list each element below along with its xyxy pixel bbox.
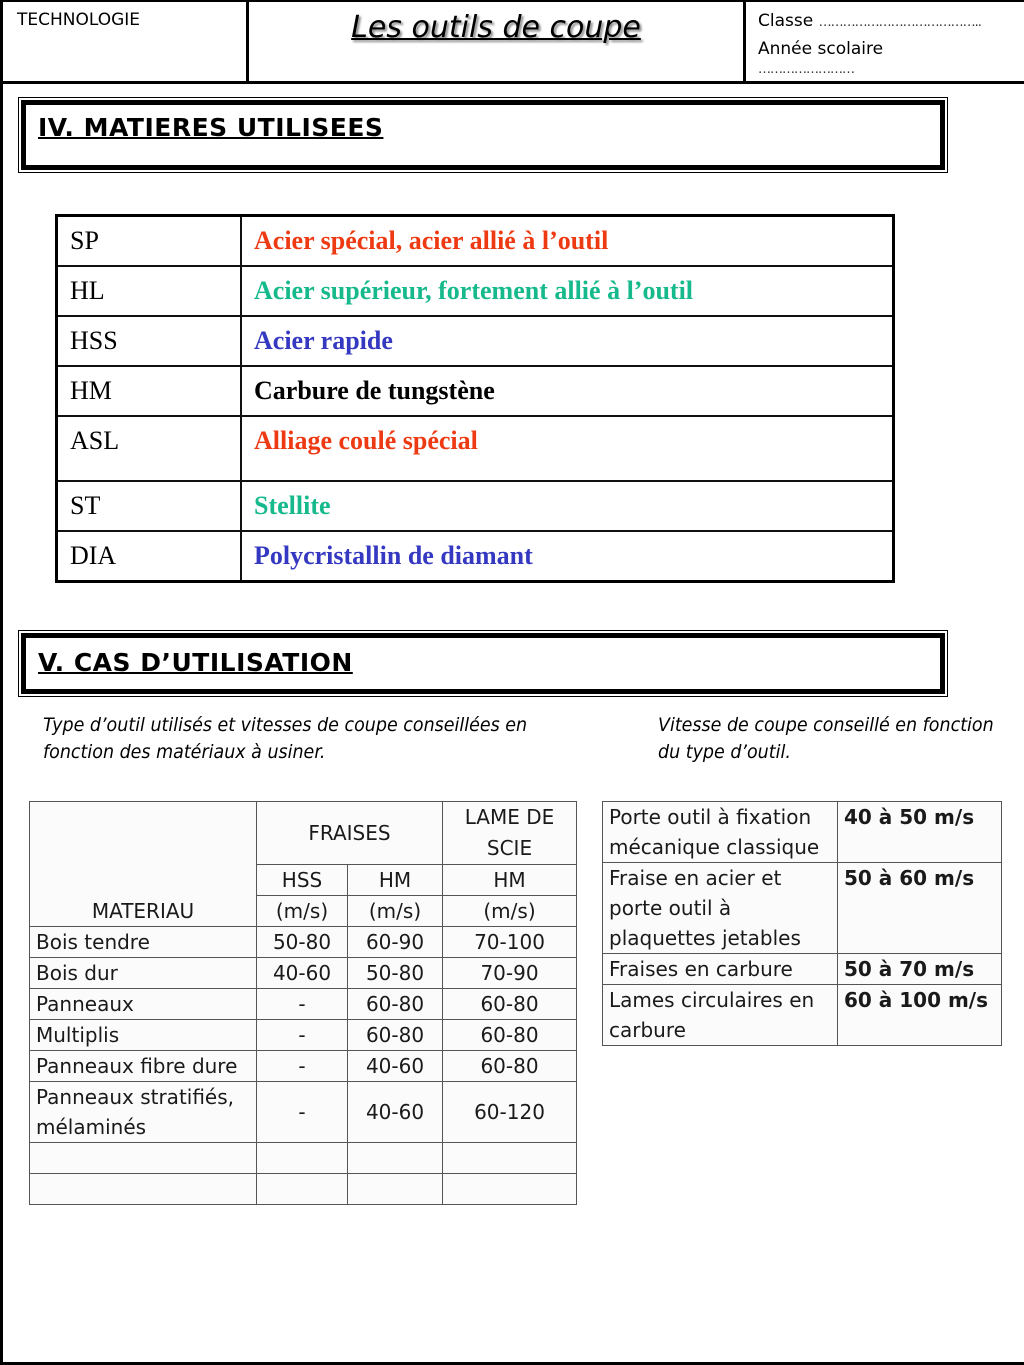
material-code: HL [57, 266, 242, 316]
table-row [603, 954, 1002, 985]
speed-lame-hm: 60-80 [443, 1051, 577, 1082]
header-fraises: FRAISES [257, 802, 443, 865]
unit-hm: (m/s) [348, 896, 443, 927]
section-v-banner [18, 630, 948, 697]
material-name: Panneaux stratifiés, mélaminés [30, 1082, 257, 1143]
recommended-speed: 50 à 60 m/s [838, 863, 1002, 954]
table-row [30, 1020, 577, 1051]
speed-lame-hm: 70-90 [443, 958, 577, 989]
recommended-speed: 50 à 70 m/s [838, 954, 1002, 985]
speed-lame-hm: 60-80 [443, 1020, 577, 1051]
material-code: ST [57, 481, 242, 531]
speed-hm: 50-80 [348, 958, 443, 989]
speed-hss: - [257, 1082, 348, 1143]
speed-hss: 50-80 [257, 927, 348, 958]
header-materiau: MATERIAU [30, 896, 257, 927]
material-row [57, 366, 894, 416]
table-row [603, 802, 1002, 863]
empty-cell [257, 1143, 348, 1174]
header-row-unit [30, 896, 577, 927]
empty-cell [348, 1143, 443, 1174]
material-name: Alliage coulé spécial [241, 416, 894, 481]
class-label: Classe [758, 11, 814, 31]
table-row [603, 985, 1002, 1046]
speed-lame-hm: 60-120 [443, 1082, 577, 1143]
year-blank: …………………… [758, 62, 854, 77]
material-code: HM [57, 366, 242, 416]
material-row [57, 216, 894, 267]
material-code: ASL [57, 416, 242, 481]
document-title: Les outils de coupe [351, 10, 641, 45]
speed-hm: 60-80 [348, 989, 443, 1020]
section-iv-banner [18, 97, 948, 173]
cutting-speed-table [29, 801, 577, 1205]
empty-cell [443, 1174, 577, 1205]
tool-type: Fraise en acier et porte outil à plaquettes jetables [603, 863, 838, 954]
speed-table-caption: Type d’outil utilisés et vitesses de coupe conseillées en fonction des matériaux à usiner. [43, 714, 528, 763]
unit-lame-hm: (m/s) [443, 896, 577, 927]
material-name: Carbure de tungstène [241, 366, 894, 416]
speed-lame-hm: 70-100 [443, 927, 577, 958]
tool-type: Porte outil à fixation mécanique classique [603, 802, 838, 863]
material-row [57, 531, 894, 582]
title-cell [249, 2, 746, 81]
tool-type: Fraises en carbure [603, 954, 838, 985]
material-code: DIA [57, 531, 242, 582]
tool-speed-table [602, 801, 1002, 1046]
recommended-speed: 40 à 50 m/s [838, 802, 1002, 863]
table-row [30, 958, 577, 989]
meta-cell [746, 2, 1024, 81]
table-row [30, 927, 577, 958]
empty-row [30, 1143, 577, 1174]
section-v-title: V. CAS D’UTILISATION [38, 648, 353, 677]
table-row [30, 989, 577, 1020]
tool-type: Lames circulaires en carbure [603, 985, 838, 1046]
section-iv-title: IV. MATIERES UTILISEES [38, 113, 384, 142]
empty-cell [257, 1174, 348, 1205]
material-name: Panneaux fibre dure [30, 1051, 257, 1082]
speed-hss: - [257, 1051, 348, 1082]
document-header [0, 0, 1024, 84]
speed-hss: 40-60 [257, 958, 348, 989]
material-row [57, 481, 894, 531]
class-field [758, 8, 1024, 36]
speed-lame-hm: 60-80 [443, 989, 577, 1020]
speed-hm: 40-60 [348, 1082, 443, 1143]
material-name: Polycristallin de diamant [241, 531, 894, 582]
material-name: Bois dur [30, 958, 257, 989]
recommended-speed: 60 à 100 m/s [838, 985, 1002, 1046]
material-name: Bois tendre [30, 927, 257, 958]
empty-cell [30, 1143, 257, 1174]
header-hm: HM [348, 865, 443, 896]
material-code: HSS [57, 316, 242, 366]
subject-label: TECHNOLOGIE [3, 2, 249, 81]
material-name: Acier supérieur, fortement allié à l’outil [241, 266, 894, 316]
header-lame-hm: HM [443, 865, 577, 896]
tool-table-caption: Vitesse de coupe conseillé en fonction du type d’outil. [658, 714, 994, 763]
material-name: Acier rapide [241, 316, 894, 366]
empty-cell [443, 1143, 577, 1174]
material-row [57, 416, 894, 481]
speed-hss: - [257, 989, 348, 1020]
speed-hss: - [257, 1020, 348, 1051]
material-name: Multiplis [30, 1020, 257, 1051]
table-row [603, 863, 1002, 954]
material-row [57, 316, 894, 366]
material-name: Acier spécial, acier allié à l’outil [241, 216, 894, 267]
header-hss: HSS [257, 865, 348, 896]
speed-hm: 60-80 [348, 1020, 443, 1051]
material-name: Stellite [241, 481, 894, 531]
speed-hm: 60-90 [348, 927, 443, 958]
material-code: SP [57, 216, 242, 267]
header-row-group [30, 802, 577, 865]
empty-cell [348, 1174, 443, 1205]
header-lame-de-scie: LAME DE SCIE [443, 802, 577, 865]
table-row [30, 1082, 577, 1143]
speed-hm: 40-60 [348, 1051, 443, 1082]
class-blank: ………………………………….. [818, 15, 981, 30]
empty-row [30, 1174, 577, 1205]
material-name: Panneaux [30, 989, 257, 1020]
unit-hss: (m/s) [257, 896, 348, 927]
year-label: Année scolaire [758, 39, 884, 59]
materials-table [55, 214, 895, 583]
table-row [30, 1051, 577, 1082]
material-row [57, 266, 894, 316]
empty-cell [30, 1174, 257, 1205]
